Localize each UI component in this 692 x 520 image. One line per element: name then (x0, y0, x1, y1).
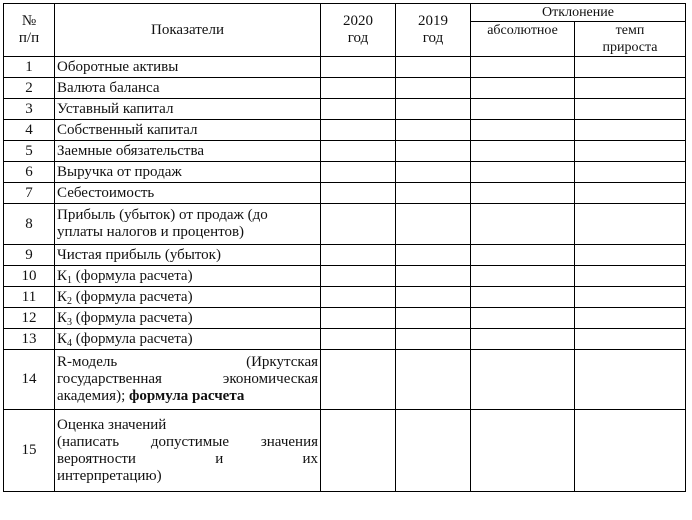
row-label: Выручка от продаж (55, 162, 321, 183)
cell-absolute (471, 57, 575, 78)
cell-2020 (321, 245, 396, 266)
cell-growth-rate (575, 204, 686, 245)
header-number-line1: № (21, 13, 37, 29)
table-row (4, 245, 686, 266)
cell-absolute (471, 141, 575, 162)
cell-2019 (396, 183, 471, 204)
coef-subscript: 1 (67, 274, 73, 286)
cell-growth-rate (575, 99, 686, 120)
row-label-line3-text: академия); (57, 388, 129, 404)
row-label: Уставный капитал (55, 99, 321, 120)
row-label-line4: интерпретацию) (57, 467, 162, 484)
row-label-line1: Прибыль (убыток) от продаж (до (57, 207, 268, 223)
cell-growth-rate (575, 410, 686, 492)
row-label-line2: государственная экономическая (57, 371, 318, 387)
row-number: 1 (4, 57, 55, 78)
cell-absolute (471, 99, 575, 120)
header-growth-rate-line1: темп (615, 23, 645, 38)
coef-subscript: 4 (67, 337, 73, 349)
row-label: Чистая прибыль (убыток) (55, 245, 321, 266)
coef-formula: (формула расчета) (72, 330, 193, 347)
header-number-line2: п/п (18, 30, 40, 46)
row-label-line2: уплаты налогов и процентов) (57, 224, 245, 240)
cell-2019 (396, 204, 471, 245)
row-number: 10 (4, 266, 55, 287)
cell-growth-rate (575, 329, 686, 350)
cell-2020 (321, 410, 396, 492)
row-number: 4 (4, 120, 55, 141)
cell-absolute (471, 204, 575, 245)
cell-2020 (321, 287, 396, 308)
row-label (55, 329, 321, 350)
coef-formula: (формула расчета) (72, 267, 193, 284)
row-label-line1: R-модель (Иркутская (57, 354, 318, 370)
cell-absolute (471, 183, 575, 204)
cell-growth-rate (575, 57, 686, 78)
table-row (4, 120, 686, 141)
table-row (4, 308, 686, 329)
row-number: 11 (4, 287, 55, 308)
cell-2019 (396, 308, 471, 329)
coef-letter: К (57, 330, 68, 347)
row-label (55, 204, 321, 245)
cell-absolute (471, 245, 575, 266)
row-number: 7 (4, 183, 55, 204)
coef-letter: К (57, 267, 68, 284)
coef-subscript: 3 (67, 316, 73, 328)
table-row (4, 329, 686, 350)
header-2020-word: год (347, 30, 369, 46)
table-row (4, 78, 686, 99)
cell-2019 (396, 141, 471, 162)
header-2020 (321, 4, 396, 57)
header-2019 (396, 4, 471, 57)
cell-2019 (396, 99, 471, 120)
cell-absolute (471, 120, 575, 141)
row-number: 6 (4, 162, 55, 183)
row-number: 2 (4, 78, 55, 99)
row-label (55, 308, 321, 329)
cell-2019 (396, 78, 471, 99)
cell-2020 (321, 162, 396, 183)
cell-2019 (396, 120, 471, 141)
table-row (4, 266, 686, 287)
cell-2019 (396, 57, 471, 78)
header-absolute: абсолютное (471, 22, 575, 57)
cell-2020 (321, 266, 396, 287)
header-2020-year: 2020 (343, 13, 373, 29)
row-number: 5 (4, 141, 55, 162)
row-label-line3: вероятности и их (57, 450, 318, 467)
row-label (55, 410, 321, 492)
row-label: Собственный капитал (55, 120, 321, 141)
row-label: Оборотные активы (55, 57, 321, 78)
cell-2020 (321, 78, 396, 99)
cell-growth-rate (575, 350, 686, 410)
cell-growth-rate (575, 78, 686, 99)
cell-absolute (471, 350, 575, 410)
coef-letter: К (57, 288, 68, 305)
cell-2020 (321, 141, 396, 162)
row-label-line3 (57, 388, 318, 405)
row-number: 13 (4, 329, 55, 350)
table-row (4, 162, 686, 183)
cell-2020 (321, 329, 396, 350)
cell-growth-rate (575, 287, 686, 308)
header-deviation: Отклонение (471, 4, 686, 22)
row-label (55, 287, 321, 308)
row-label: Валюта баланса (55, 78, 321, 99)
row-label: Заемные обязательства (55, 141, 321, 162)
indicators-table (3, 3, 686, 492)
row-label-line1: Оценка значений (57, 416, 167, 433)
table-row (4, 141, 686, 162)
row-number: 9 (4, 245, 55, 266)
cell-2019 (396, 162, 471, 183)
row-label (55, 266, 321, 287)
coef-subscript: 2 (67, 295, 73, 307)
cell-2020 (321, 308, 396, 329)
row-label (55, 350, 321, 410)
table-row (4, 57, 686, 78)
cell-growth-rate (575, 245, 686, 266)
header-number (4, 4, 55, 57)
cell-2019 (396, 287, 471, 308)
cell-absolute (471, 162, 575, 183)
row-number: 8 (4, 204, 55, 245)
table-row (4, 350, 686, 410)
cell-2019 (396, 329, 471, 350)
row-number: 3 (4, 99, 55, 120)
row-number: 14 (4, 350, 55, 410)
cell-growth-rate (575, 308, 686, 329)
row-number: 12 (4, 308, 55, 329)
row-label-line2: (написать допустимые значения (57, 433, 318, 450)
coef-letter: К (57, 309, 68, 326)
coef-formula: (формула расчета) (72, 309, 193, 326)
cell-absolute (471, 266, 575, 287)
cell-absolute (471, 287, 575, 308)
cell-growth-rate (575, 183, 686, 204)
cell-2019 (396, 266, 471, 287)
row-number: 15 (4, 410, 55, 492)
cell-2020 (321, 350, 396, 410)
header-growth-rate (575, 22, 686, 57)
table-row (4, 99, 686, 120)
cell-2020 (321, 57, 396, 78)
cell-growth-rate (575, 266, 686, 287)
row-label-line3-bold: формула расчета (129, 388, 245, 404)
cell-absolute (471, 78, 575, 99)
row-label: Себестоимость (55, 183, 321, 204)
table-row (4, 183, 686, 204)
cell-2020 (321, 99, 396, 120)
cell-2019 (396, 350, 471, 410)
cell-absolute (471, 308, 575, 329)
cell-absolute (471, 329, 575, 350)
header-2019-word: год (422, 30, 444, 46)
cell-2020 (321, 204, 396, 245)
cell-2019 (396, 245, 471, 266)
table-row (4, 287, 686, 308)
header-growth-rate-line2: прироста (602, 40, 658, 55)
cell-2019 (396, 410, 471, 492)
cell-absolute (471, 410, 575, 492)
cell-growth-rate (575, 162, 686, 183)
header-2019-year: 2019 (418, 13, 448, 29)
cell-growth-rate (575, 141, 686, 162)
cell-2020 (321, 183, 396, 204)
table-row (4, 410, 686, 492)
header-indicators: Показатели (55, 4, 321, 57)
table-row (4, 204, 686, 245)
coef-formula: (формула расчета) (72, 288, 193, 305)
cell-2020 (321, 120, 396, 141)
cell-growth-rate (575, 120, 686, 141)
